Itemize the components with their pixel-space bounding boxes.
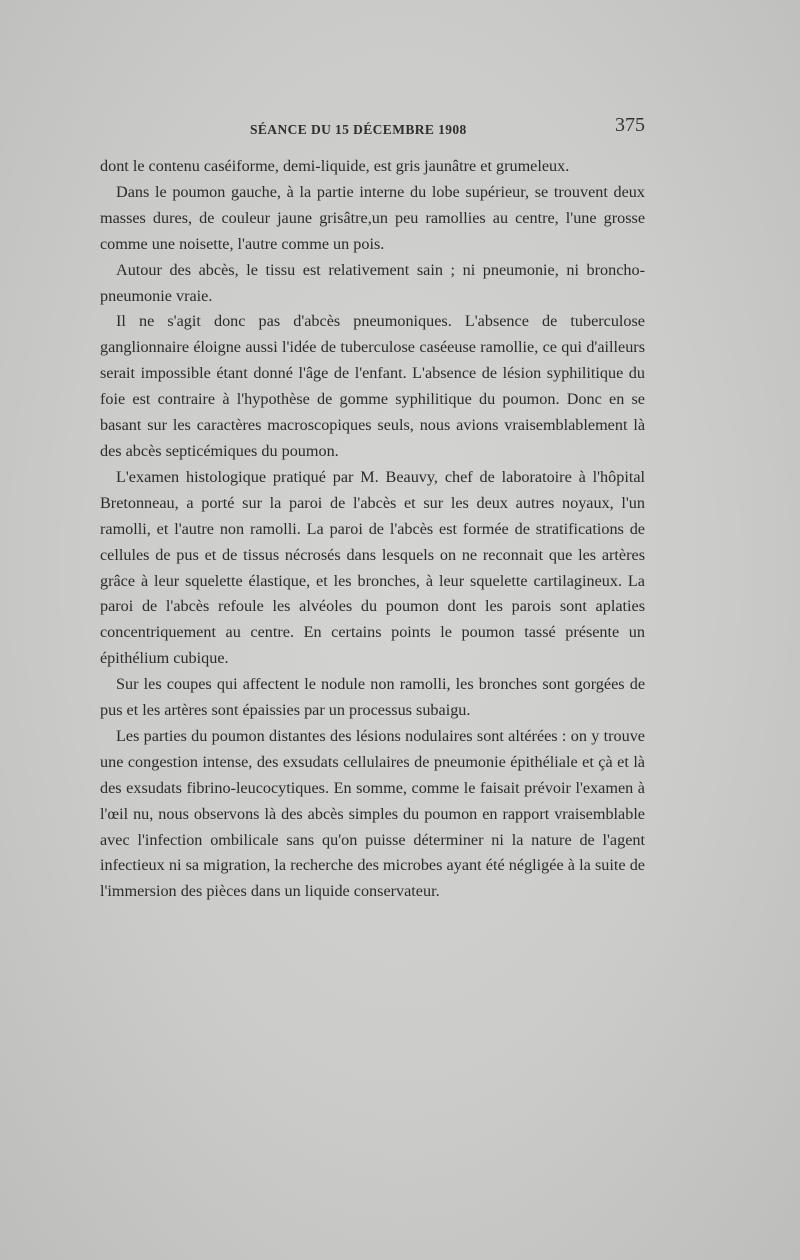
paragraph-nodule-sections: Sur les coupes qui affectent le nodule non ramolli, les bronches sont gorgées de pus et les artères sont épaissies par un processus subaigu.: [100, 675, 645, 720]
paragraph-diagnosis: Il ne s'agit donc pas d'abcès pneumoniques. L'absence de tuberculose ganglionnaire éloigne aussi l'idée de tuberculose caséeuse ramollie, ce qui d'ailleurs serait impossible étant donné l'âge de l'enfant. L'absence de lésion syphilitique du foie est contraire à l'hypothèse de gomme syphilitique du poumon. Donc en se basant sur les caractères macroscopiques seuls, nous avions vraisemblablement là des abcès septicémiques du poumon.: [100, 312, 645, 460]
running-head: SÉANCE DU 15 DÉCEMBRE 1908: [250, 122, 467, 137]
paragraph-left-lung: Dans le poumon gauche, à la partie interne du lobe supérieur, se trouvent deux masses dures, de couleur jaune grisâtre,un peu ramollies au centre, l'une grosse comme une noisette, l'autre comme un pois.: [100, 182, 645, 253]
paragraph-conclusion: Les parties du poumon distantes des lésions nodulaires sont altérées : on y trouve une congestion intense, des exsudats cellulaires de pneumonie épithéliale et çà et là des exsudats fibrino-leucocytiques. En somme, comme le faisait prévoir l'examen à l'œil nu, nous observons là des abcès simples du poumon en rapport vraisemblable avec l'infection ombilicale sans qu'on puisse déterminer ni la nature de l'agent infectieux ni sa migration, la recherche des microbes ayant été négligée à la suite de l'immersion des pièces dans un liquide conservateur.: [100, 726, 645, 901]
body-text: [100, 154, 645, 905]
paragraph-continuation: dont le contenu caséiforme, demi-liquide, est gris jaunâtre et grumeleux.: [100, 157, 570, 175]
paragraph-histology: L'examen histologique pratiqué par M. Beauvy, chef de laboratoire à l'hôpital Bretonneau, a porté sur la paroi de l'abcès et sur les deux autres noyaux, l'un ramolli, et l'autre non ramolli. La paroi de l'abcès est formée de stratifications de cellules de pus et de tissus nécrosés dans lesquels on ne reconnait que les artères grâce à leur squelette élastique, et les bronches, à leur squelette cartilagineux. La paroi de l'abcès refoule les alvéoles du poumon dont les parois sont aplaties concentriquement au centre. En certains points le poumon tassé présente un épithélium cubique.: [100, 467, 645, 668]
page-header: [100, 114, 645, 144]
paragraph-around-abscesses: Autour des abcès, le tissu est relativement sain ; ni pneumonie, ni broncho-pneumonie vraie.: [100, 260, 645, 305]
page-number: 375: [615, 114, 645, 136]
